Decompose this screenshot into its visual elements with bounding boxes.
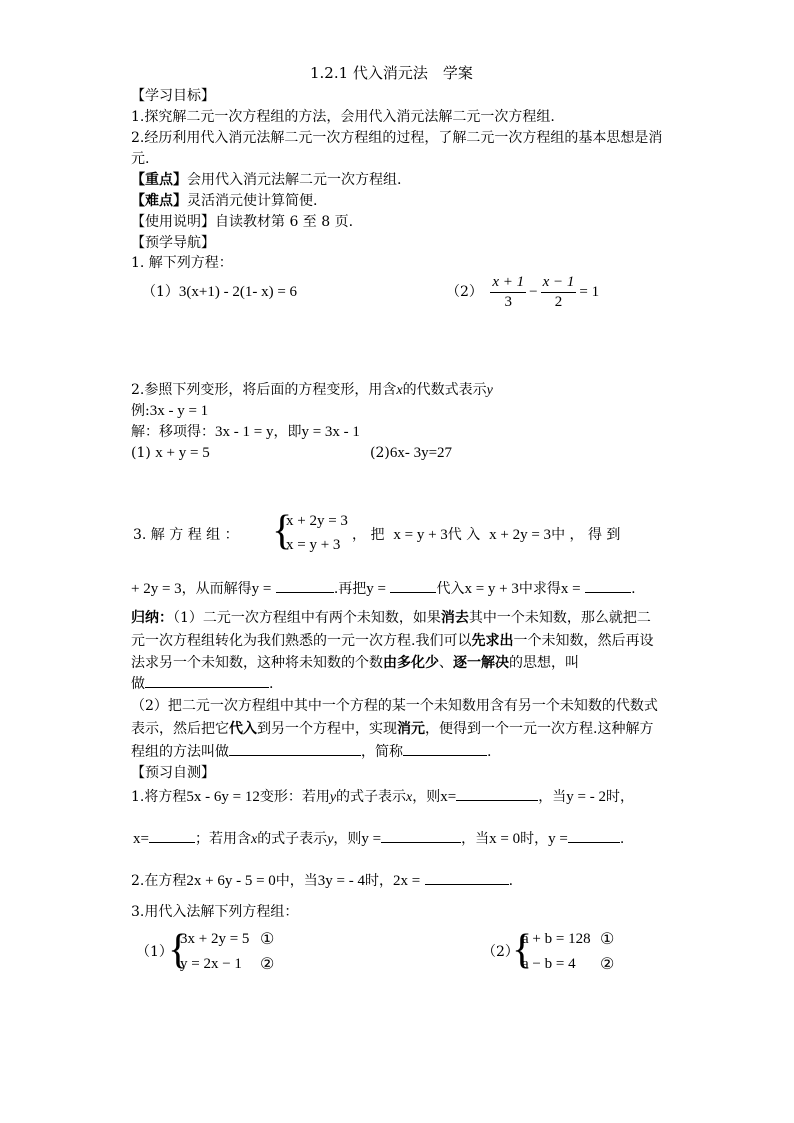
summary-line-3-bold-1: 由多化少: [383, 655, 439, 671]
selftest-1-y: y: [329, 790, 337, 805]
difficulty-text: 灵活消元使计算简便.: [187, 193, 318, 209]
selftest-1-y-blank[interactable]: [381, 828, 461, 843]
selftest-1-l2-text-b: 的式子表示: [257, 831, 328, 847]
selftest-1-l2-text-a: ；若用含: [194, 831, 251, 847]
summary-line-6-bold-2: 消元: [397, 721, 425, 737]
question-3-lead: 3. 解 方 程 组 ：: [133, 527, 239, 543]
summary-line-7: [131, 741, 491, 762]
q1-part-2-number: （2）: [446, 284, 483, 300]
fraction-2-denominator: 2: [554, 293, 563, 310]
summary-line-7-b: ，简称: [361, 744, 403, 760]
q3-line-2-y: y =: [251, 581, 272, 597]
summary-line-3: [131, 653, 579, 673]
question-2-var-y: y: [486, 383, 493, 398]
summary-line-4: [131, 673, 273, 694]
goal-item-2-line-2: 元.: [131, 151, 150, 167]
selftest-1-text-f: 时，: [605, 789, 634, 805]
example-line: [131, 401, 208, 421]
selftest-item-2: [131, 870, 513, 891]
summary-line-3-a: 法求另一个未知数，这种将未知数的个数: [131, 655, 383, 671]
summary-line-2: [131, 631, 653, 651]
usage-text: 自读教材第 6 至 8 页.: [215, 214, 354, 230]
solution-equation-1: 3x - 1 = y: [215, 424, 274, 440]
usage-label: 【使用说明】: [131, 214, 215, 230]
fraction-1: [490, 273, 526, 312]
selftest-2-text-c: 时，: [365, 873, 393, 889]
summary-thinking-blank[interactable]: [145, 673, 269, 688]
q3-system-eq-2: x = y + 3: [286, 537, 341, 553]
fraction-2: [541, 273, 577, 312]
selftest-1-condition: y = - 2: [566, 789, 606, 805]
question-2-text-b: 的代数式表示: [402, 382, 487, 398]
q1-part-1-equation: 3(x+1) - 2(1- x) = 6: [178, 284, 298, 300]
selftest-2-end: .: [508, 873, 514, 889]
selftest-1-x-blank[interactable]: [456, 786, 538, 801]
selftest-item-1-line-2: [133, 828, 624, 850]
q1-part-1: [142, 282, 297, 302]
selftest-1-l2-end: .: [619, 831, 625, 847]
summary-line-2-bold: 先求出: [471, 633, 514, 649]
summary-line-3-c: 、: [439, 655, 453, 671]
selftest-1-l2-xvar: x: [250, 832, 258, 847]
selftest-1-text-a: 1.将方程: [131, 789, 187, 805]
system-2-eq-2: a − b = 4: [522, 956, 576, 972]
selftest-1-l2-x: x=: [133, 831, 149, 847]
q3-line-2-equation: + 2y = 3: [131, 581, 182, 597]
selftest-item-3: 3.用代入法解下列方程组：: [131, 904, 299, 920]
selftest-1-l2-text-e: 时，: [520, 831, 549, 847]
q3-line-2: [131, 578, 636, 599]
difficulty-label: 【难点】: [131, 193, 187, 209]
question-2-text-a: 2.参照下列变形，将后面的方程变形，用含: [131, 382, 397, 398]
practice-2: [370, 443, 452, 463]
minus-sign: −: [529, 284, 538, 300]
summary-line-6: [131, 719, 653, 739]
summary-line-7-a: 程组的方法叫做: [131, 744, 229, 760]
q3-y-value-blank[interactable]: [390, 578, 436, 593]
selftest-2-text-a: 2.在方程: [131, 873, 187, 889]
system-2-eq-1: a + b = 128: [522, 931, 591, 947]
q3-line-2-text-b: .再把: [333, 581, 367, 597]
practice-1-number: (1): [131, 445, 151, 461]
usage-note: [131, 212, 353, 232]
circled-two-marker-2: ②: [600, 954, 615, 973]
selftest-2-blank[interactable]: [425, 870, 509, 885]
summary-line-6-a: 表示，然后把它: [131, 721, 229, 737]
summary-line-1-bold: 消去: [440, 610, 469, 626]
selftest-1-l2-y-eq-2: y =: [548, 831, 568, 847]
circled-one-marker-2: ①: [600, 929, 615, 948]
goals-heading: 【学习目标】: [131, 88, 215, 104]
circled-one-marker: ①: [260, 929, 275, 948]
circled-two-marker: ②: [260, 954, 275, 973]
summary-line-4-a: 做: [131, 676, 145, 692]
q3-text-a: ， 把: [352, 527, 385, 543]
method-name-blank[interactable]: [229, 741, 361, 756]
q3-line-2-text-c: 代入: [436, 581, 465, 597]
key-label: 【重点】: [131, 172, 187, 188]
q3-substitution: x = y + 3: [393, 527, 448, 543]
q3-line-2-end: .: [631, 581, 636, 597]
fraction-rhs: = 1: [579, 284, 600, 300]
selftest-1-l2-text-d: ，当: [461, 831, 490, 847]
q3-system-eq-1: x + 2y = 3: [286, 513, 348, 529]
fraction-1-denominator: 3: [504, 293, 513, 310]
summary-line-3-bold-2: 逐一解决: [453, 655, 509, 671]
selftest-1-text-c: 的式子表示: [336, 789, 407, 805]
difficulty-point: [131, 191, 317, 211]
practice-2-equation: 6x- 3y=27: [389, 445, 453, 461]
summary-line-6-bold-1: 代入: [229, 721, 257, 737]
goal-item-2-line-1: 2.经历利用代入消元法解二元一次方程组的过程，了解二元一次方程组的基本思想是消: [131, 130, 663, 146]
q3-text-c: 中 ， 得 到: [551, 527, 621, 543]
key-point: [131, 170, 401, 190]
solution-equation-2: y = 3x - 1: [301, 424, 360, 440]
system-2-brace: {: [512, 927, 533, 973]
summary-line-1-a: （1）二元一次方程组中有两个未知数，如果: [173, 610, 441, 626]
selftest-1-equation: 5x - 6y = 12: [186, 789, 260, 805]
preview-heading: 【预学导航】: [131, 235, 215, 251]
system-1-number: （1）: [136, 944, 173, 960]
summary-line-5: （2）把二元一次方程组中其中一个方程的某一个未知数用含有另一个未知数的代数式: [131, 698, 658, 714]
q1-part-1-number: （1）: [142, 284, 179, 300]
q3-line-2-y-2: y =: [366, 581, 387, 597]
q1-part-2: [446, 270, 599, 314]
summary-line-1: [131, 608, 651, 628]
selftest-item-1: [131, 786, 634, 808]
practice-1-equation: x + y = 5: [155, 445, 210, 461]
solution-connector: ，即: [273, 424, 302, 440]
q3-line-2-substitution: x = y + 3: [464, 581, 519, 597]
summary-line-7-end: .: [487, 744, 492, 760]
question-2-var-x: x: [396, 383, 403, 398]
practice-2-number: (2): [370, 445, 390, 461]
selftest-2-lhs: 2x =: [393, 873, 421, 889]
page-title: 1.2.1 代入消元法 学案: [310, 64, 473, 82]
system-brace: {: [272, 508, 293, 554]
selftest-1-y-value-blank[interactable]: [568, 828, 620, 843]
selftest-1-x-value-blank[interactable]: [149, 828, 195, 843]
q3-target-equation: x + 2y = 3: [489, 527, 552, 543]
example-label: 例:: [131, 403, 150, 419]
selftest-1-l2-text-c: ，则: [333, 831, 362, 847]
method-short-name-blank[interactable]: [403, 741, 487, 756]
q3-line-2-text-a: ，从而解得: [181, 581, 252, 597]
selftest-1-l2-condition: x = 0: [489, 831, 521, 847]
key-text: 会用代入消元法解二元一次方程组.: [187, 172, 402, 188]
practice-1: [131, 443, 210, 463]
q3-instruction: [352, 525, 620, 545]
selftest-1-x: x: [406, 790, 413, 805]
example-equation: 3x - y = 1: [149, 403, 209, 419]
selftest-1-l2-y-eq: y =: [361, 831, 382, 847]
summary-line-6-e: ，便得到一个一元一次方程.这种解方: [425, 721, 654, 737]
q3-line-2-text-d: 中求得: [518, 581, 561, 597]
summary-label: 归纳：: [131, 610, 173, 626]
solution-label: 解：移项得：: [131, 424, 215, 440]
system-1-brace: {: [168, 927, 189, 973]
system-1-eq-2: y = 2x − 1: [180, 956, 242, 972]
selftest-2-text-b: 中，当: [275, 873, 318, 889]
q3-x-answer-blank[interactable]: [585, 578, 631, 593]
summary-line-6-c: 到另一个方程中，实现: [257, 721, 397, 737]
selftest-1-text-e: ，当: [538, 789, 567, 805]
fraction-1-numerator: x + 1: [490, 273, 526, 293]
question-1: 1. 解下列方程：: [131, 255, 233, 271]
selftest-1-text-d: ，则: [412, 789, 441, 805]
goal-item-1: 1.探究解二元一次方程组的方法，会用代入消元法解二元一次方程组.: [131, 109, 555, 125]
q3-y-answer-blank[interactable]: [276, 578, 334, 593]
summary-line-4-end: .: [269, 676, 274, 692]
summary-line-2-c: 一个未知数，然后再设: [513, 633, 654, 649]
selftest-2-equation: 2x + 6y - 5 = 0: [186, 873, 276, 889]
summary-line-2-a: 元一次方程组转化为我们熟悉的一元一次方程.我们可以: [131, 633, 472, 649]
selftest-heading: 【预习自测】: [131, 765, 215, 781]
selftest-1-l2-yvar: y: [327, 832, 334, 847]
system-2-number: （2）: [482, 944, 519, 960]
selftest-2-condition: 3y = - 4: [317, 873, 365, 889]
question-2: [131, 380, 493, 401]
summary-line-3-e: 的思想，叫: [509, 655, 579, 671]
system-1-eq-1: 3x + 2y = 5: [180, 931, 250, 947]
summary-line-1-c: 其中一个未知数，那么就把二: [468, 610, 651, 626]
q3-text-b: 代 入: [447, 527, 481, 543]
selftest-1-x-eq: x=: [440, 789, 457, 805]
q3-line-2-x: x =: [560, 581, 581, 597]
selftest-1-text-b: 变形：若用: [259, 789, 330, 805]
fraction-2-numerator: x − 1: [541, 273, 577, 293]
solution-line: [131, 422, 360, 442]
